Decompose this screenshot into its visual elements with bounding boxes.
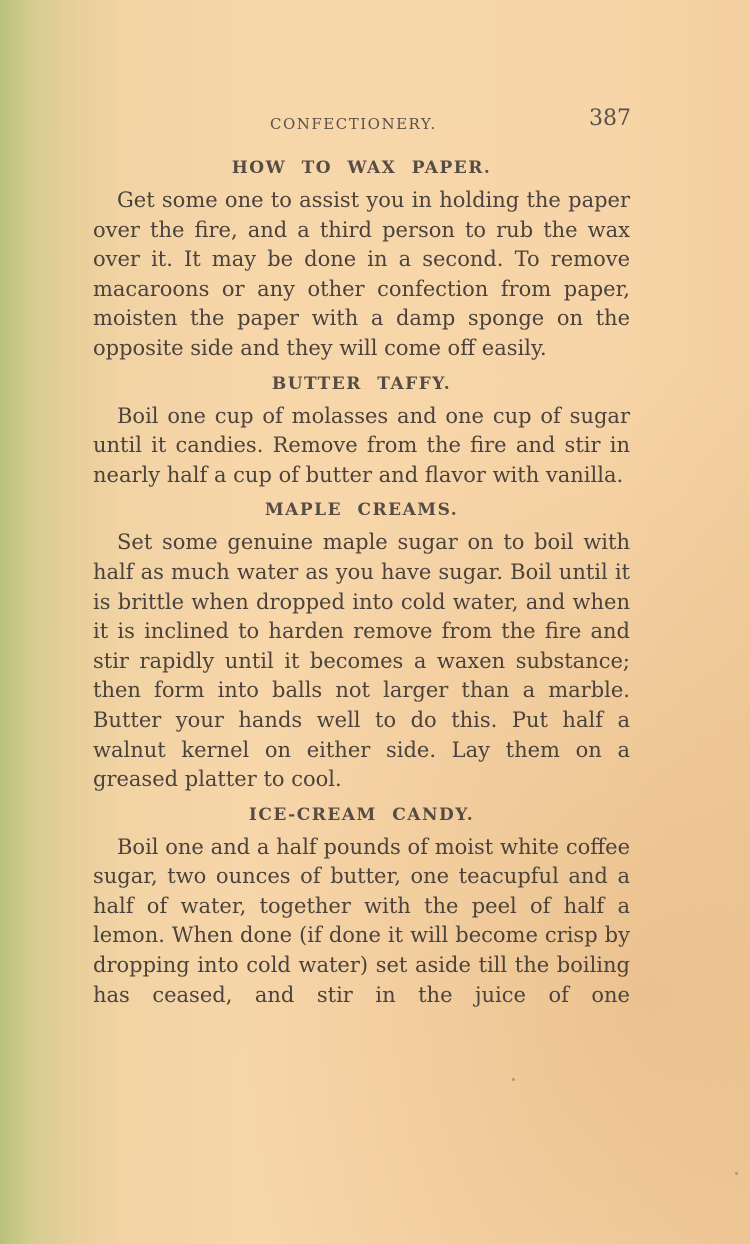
section-text-wax-paper: Get some one to assist you in holding the paper over the fire, and a third person to rub the wax over it. It may be done in a second. To remove macaroons or any other confection from paper, moisten the paper with a damp sponge on the opposite side and they will come off easily.	[93, 188, 630, 360]
section-text-maple-creams: Set some genuine maple sugar on to boil with half as much water as you have sugar. Boil until it is brittle when dropped into cold water, and when it is inclined to harden remove from the fire and stir rapidly until it becomes a waxen substance; then form into balls not larger than a marble. Butter your hands well to do this. Put half a walnut kernel on either side. Lay them on a greased platter to cool.	[93, 530, 630, 792]
section-text-butter-taffy: Boil one cup of molasses and one cup of sugar until it candies. Remove from the fire and stir in nearly half a cup of butter and flavor with vanilla.	[93, 403, 630, 487]
running-title: CONFECTIONERY.	[270, 115, 437, 133]
section-title-butter-taffy: BUTTER TAFFY.	[271, 373, 452, 394]
page-body	[93, 152, 630, 1014]
running-head	[0, 106, 750, 138]
paper-speck	[512, 1078, 515, 1081]
paper-speck	[735, 1172, 738, 1175]
section-title-maple-creams: MAPLE CREAMS.	[264, 500, 459, 521]
section-text-ice-cream-candy: Boil one and a half pounds of moist white coffee sugar, two ounces of butter, one teacupful and a half of water, together with the peel of half a lemon. When done (if done it will become crisp by dropping into cold water) set aside till the boiling has ceased, and stir in the juice of one	[93, 834, 630, 1007]
section-title-wax-paper: HOW TO WAX PAPER.	[231, 158, 492, 178]
page-number: 387	[589, 106, 631, 131]
section-title-ice-cream-candy: ICE-CREAM CANDY.	[248, 804, 475, 825]
